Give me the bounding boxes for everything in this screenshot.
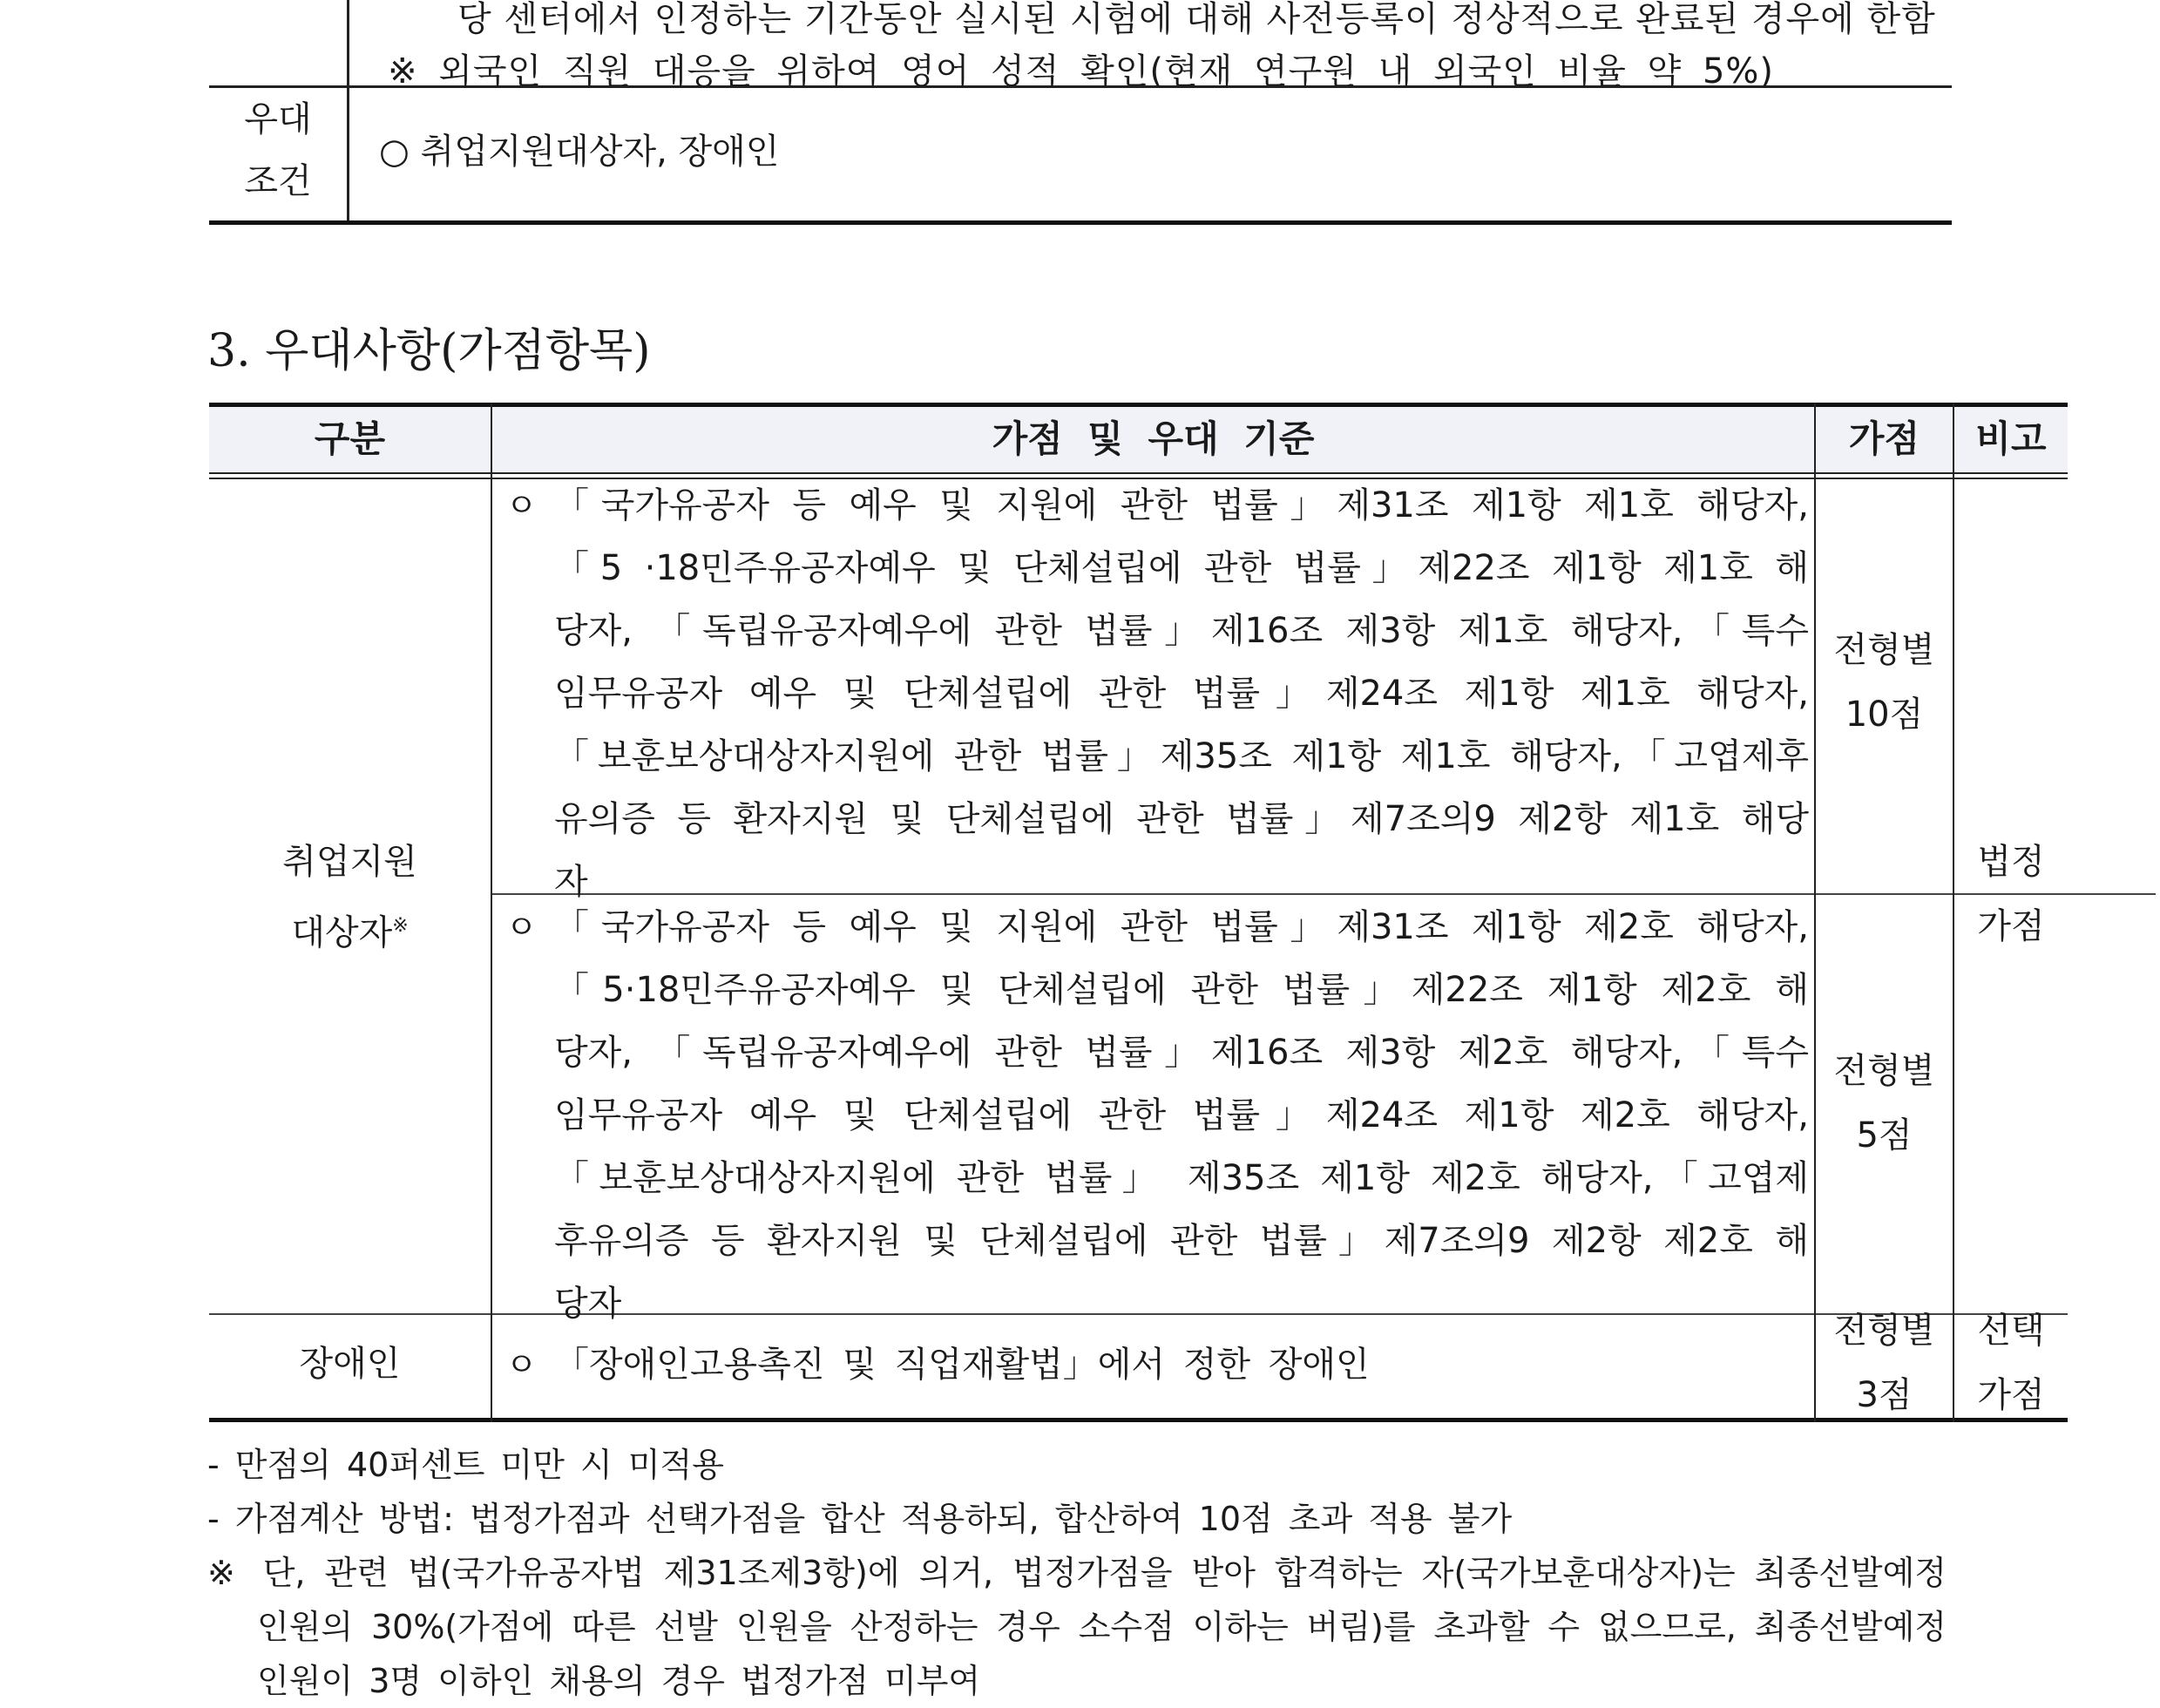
remark-label: 선택 (1977, 1311, 2045, 1351)
section-title: 3. 우대사항(가점항목) (207, 325, 651, 377)
points-label: 전형별 (1833, 630, 1935, 670)
points-cell (1816, 1298, 1953, 1427)
criteria-paragraph (554, 474, 1809, 913)
points-value: 10점 (1845, 695, 1924, 735)
remark-label: 가점 (1977, 1375, 2045, 1415)
criteria-line: 「국가유공자 등 예우 및 지원에 관한 법률」제31조 제1항 제2호 해당자, (554, 907, 1809, 947)
points-cell (1816, 1039, 1953, 1168)
criteria-paragraph (554, 896, 1809, 1335)
category-label: 취업지원 (282, 842, 417, 882)
criteria-line: 「보훈보상대상자지원에 관한 법률」 제35조 제1항 제2호 해당자,「고엽제 (554, 1158, 1809, 1198)
criteria-line: 임무유공자 예우 및 단체설립에 관한 법률」제24조 제1항 제2호 해당자, (554, 1095, 1809, 1135)
points-cell (1816, 618, 1953, 747)
table-divider (347, 0, 349, 225)
note-line: ※ 단, 관련 법(국가유공자법 제31조제3항)에 의거, 법정가점을 받아 합격하는 자(국가보훈대상자)는 최종선발예정 (207, 1554, 1947, 1592)
criteria-line: 당자, 「독립유공자예우에 관한 법률」제16조 제3항 제2호 해당자,「특수 (554, 1033, 1809, 1073)
table-column-divider (1814, 403, 1816, 1422)
note-line: 인원의 30%(가점에 따른 선발 인원을 산정하는 경우 소수점 이하는 버림)를 초과할 수 없으므로, 최종선발예정 (257, 1608, 1947, 1646)
preference-condition-text: ○ 취업지원대상자, 장애인 (379, 132, 780, 172)
preference-points-table (209, 403, 2068, 1422)
remarks-cell (1954, 830, 2068, 959)
note-line: 인원이 3명 이하인 채용의 경우 법정가점 미부여 (257, 1662, 981, 1700)
remarks-cell (1954, 1298, 2068, 1427)
points-label: 전형별 (1833, 1051, 1935, 1091)
header-category: 구분 (314, 417, 386, 460)
points-value: 3점 (1856, 1375, 1913, 1415)
requirement-note: ※ 외국인 직원 대응을 위하여 영어 성적 확인(현재 연구원 내 외국인 비율 약 5%) (388, 51, 1775, 92)
table-bottom-border (209, 1418, 2068, 1422)
remark-label: 가점 (1977, 906, 2045, 946)
category-label: 우대 (244, 99, 312, 139)
table-top-border (209, 403, 2068, 407)
category-label: 장애인 (299, 1344, 401, 1384)
criteria-line: 자 (554, 862, 588, 902)
footnote-mark: ※ (392, 915, 409, 937)
criteria-line: 유의증 등 환자지원 및 단체설립에 관한 법률」제7조의9 제2항 제1호 해당 (554, 799, 1809, 839)
bullet-icon: ㅇ (505, 1345, 538, 1384)
criteria-line: 당자 (554, 1284, 622, 1324)
header-remarks: 비고 (1975, 417, 2047, 460)
table-bottom-border (209, 220, 1952, 225)
header-criteria: 가점 및 우대 기준 (992, 417, 1315, 460)
criteria-line: 후유의증 등 환자지원 및 단체설립에 관한 법률」제7조의9 제2항 제2호 해 (554, 1221, 1809, 1261)
criteria-line: 「5 ·18민주유공자예우 및 단체설립에 관한 법률」제22조 제1항 제1호 해 (554, 548, 1809, 588)
criteria-text: 「장애인고용촉진 및 직업재활법」에서 정한 장애인 (554, 1345, 1370, 1385)
note-line: - 가점계산 방법: 법정가점과 선택가점을 합산 적용하되, 합산하여 10점 초과 적용 불가 (207, 1500, 1513, 1538)
table-column-divider (491, 403, 492, 1422)
points-label: 전형별 (1833, 1311, 1935, 1351)
requirement-text: 당 센터에서 인정하는 기간동안 실시된 시험에 대해 사전등록이 정상적으로 완료된 경우에 한함 (457, 0, 1936, 39)
note-line: - 만점의 40퍼센트 미만 시 미적용 (207, 1446, 724, 1484)
requirements-table-partial (209, 0, 1952, 225)
bullet-icon: ㅇ (505, 486, 538, 525)
bullet-icon: ㅇ (505, 908, 538, 946)
criteria-line: 「국가유공자 등 예우 및 지원에 관한 법률」제31조 제1항 제1호 해당자, (554, 485, 1809, 525)
criteria-line: 당자, 「독립유공자예우에 관한 법률」제16조 제3항 제1호 해당자,「특수 (554, 611, 1809, 651)
category-label: 대상자※ (291, 912, 409, 953)
remark-label: 법정 (1977, 842, 2045, 882)
points-value: 5점 (1856, 1115, 1913, 1156)
category-label: 조건 (244, 161, 312, 201)
header-points: 가점 (1848, 417, 1920, 460)
criteria-line: 「보훈보상대상자지원에 관한 법률」제35조 제1항 제1호 해당자,「고엽제후 (554, 736, 1809, 776)
criteria-line: 임무유공자 예우 및 단체설립에 관한 법률」제24조 제1항 제1호 해당자, (554, 674, 1809, 714)
category-cell (209, 830, 491, 965)
criteria-line: 「5·18민주유공자예우 및 단체설립에 관한 법률」제22조 제1항 제2호 해 (554, 970, 1809, 1010)
